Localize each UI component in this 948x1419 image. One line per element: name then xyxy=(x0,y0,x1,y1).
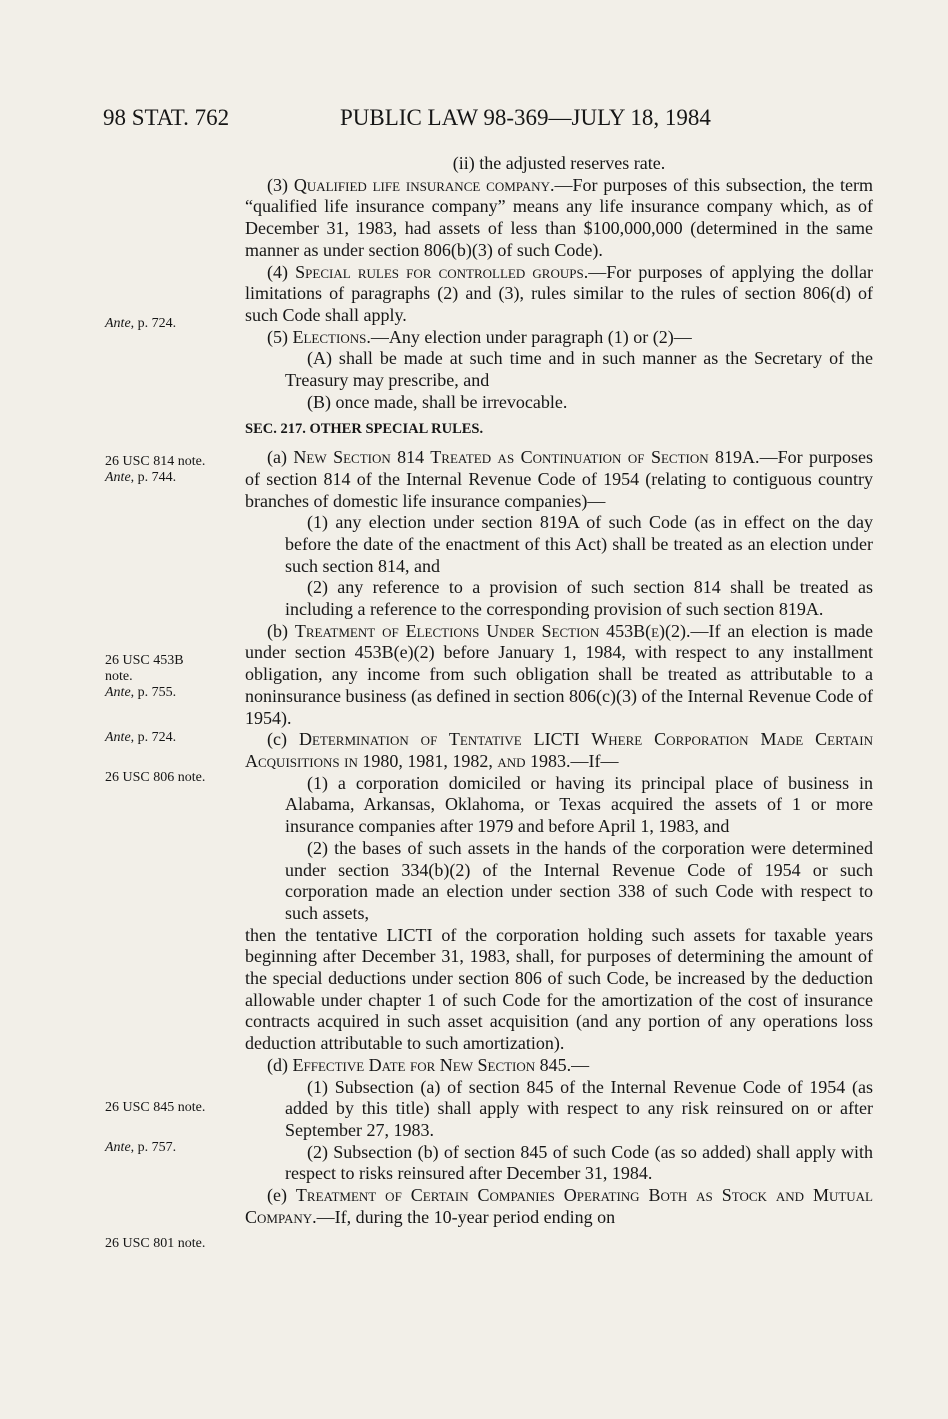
para-4 xyxy=(245,262,873,327)
margin-ref: 26 USC 845 note. xyxy=(105,1100,206,1115)
margin-ante-ref xyxy=(105,470,235,486)
margin-page: , p. 757. xyxy=(130,1140,177,1155)
para-heading: Determination of Tentative LICTI Where Corporation Made Certain Acquisitions in 1980, 1981, 1982, and 1983. xyxy=(245,729,874,771)
margin-note-ante-757 xyxy=(105,1140,235,1156)
margin-note-806 xyxy=(105,770,235,786)
para-num: (b) xyxy=(267,620,295,641)
para-text: —If, during the 10-year period ending on xyxy=(316,1206,616,1227)
margin-page: , p. 755. xyxy=(130,685,177,700)
margin-page: , p. 724. xyxy=(130,316,177,331)
para-a1: (1) any election under section 819A of such Code (as in effect on the day before the date of the enactment of this Act) shall be treated as an election under such section 814, and xyxy=(285,512,873,576)
margin-note-845 xyxy=(105,1100,235,1116)
para-5b: (B) once made, shall be irrevocable. xyxy=(307,391,568,412)
para-d xyxy=(245,1055,873,1077)
para-num: (4) xyxy=(267,261,296,282)
para-e xyxy=(245,1185,873,1228)
para-3 xyxy=(245,175,873,262)
para-text: —For purposes of this subsection, the term “qualified life insurance company” means any life insurance company which, as of December 31, 1983, had assets of less than $100,000,000 (determined in the same manner as under section 806(b)(3) of such Code). xyxy=(245,174,873,260)
para-heading: Elections. xyxy=(292,326,371,347)
para-a xyxy=(245,447,873,512)
para-c1: (1) a corporation domiciled or having its principal place of business in Alabama, Arkansas, Oklahoma, or Texas acquired the assets of 1 or more insurance companies after 1979 and before April 1, 1983, and xyxy=(285,772,873,837)
para-num: (5) xyxy=(267,326,293,347)
para-d1: (1) Subsection (a) of section 845 of the Internal Revenue Code of 1954 (as added by this title) shall apply with respect to any risk reinsured on or after September 27, 1983. xyxy=(285,1076,873,1140)
body-text xyxy=(245,153,873,1228)
margin-ante: Ante xyxy=(105,730,131,745)
para-text: —For purposes of section 814 of the Internal Revenue Code of 1954 (relating to contiguous country branches of domestic life insurance companies)— xyxy=(245,447,874,511)
para-5a: (A) shall be made at such time and in such manner as the Secretary of the Treasury may prescribe, and xyxy=(285,348,873,391)
para-5 xyxy=(245,327,873,349)
margin-page: , p. 744. xyxy=(130,470,177,485)
margin-ante: Ante xyxy=(105,316,131,331)
para-heading: Qualified life insurance company. xyxy=(293,174,555,195)
para-c xyxy=(245,729,873,772)
stat-page-number: 98 STAT. 762 xyxy=(103,105,230,130)
margin-ref: 26 USC 453B xyxy=(105,653,184,668)
para-heading: New Section 814 Treated as Continuation of Section 819A. xyxy=(293,447,760,468)
margin-ante: Ante xyxy=(105,470,131,485)
para-heading: Special rules for controlled groups. xyxy=(295,261,589,282)
para-text: —If an election is made under section 453B(e)(2) before January 1, 1984, with respect to any installment obligation, any income from such obligation shall be treated as attributable to a noninsurance business (as defined in section 806(c)(3) of the Internal Revenue Code of 1954). xyxy=(245,620,873,728)
para-text: —If— xyxy=(570,750,619,771)
para-d2: (2) Subsection (b) of section 845 of such Code (as so added) shall apply with respect to risks reinsured after December 31, 1984. xyxy=(285,1141,873,1184)
margin-ante: Ante xyxy=(105,1140,131,1155)
para-text: — xyxy=(571,1054,590,1075)
margin-ref: 26 USC 801 note. xyxy=(105,1236,206,1251)
margin-note-ante-724-b xyxy=(105,730,235,746)
margin-ref: 26 USC 806 note. xyxy=(105,770,206,785)
para-heading: Effective Date for New Section 845. xyxy=(292,1054,572,1075)
margin-note-801 xyxy=(105,1236,235,1252)
para-heading: Treatment of Certain Companies Operating Both as Stock and Mutual Company. xyxy=(245,1185,873,1227)
margin-ref-note: note. xyxy=(105,669,133,684)
para-a2: (2) any reference to a provision of such section 814 shall be treated as including a reference to the corresponding provision of such section 819A. xyxy=(285,577,873,620)
margin-note-814 xyxy=(105,454,235,486)
margin-note-ante-724 xyxy=(105,316,235,332)
para-b xyxy=(245,621,873,730)
para-heading: Treatment of Elections Under Section 453B(e)(2). xyxy=(294,620,691,641)
margin-ante-ref xyxy=(105,685,235,701)
para-num: (c) xyxy=(267,729,299,750)
para-c2: (2) the bases of such assets in the hands of the corporation were determined under section 334(b)(2) of the Internal Revenue Code of 1954 or such corporation made an election under section 338 of such Code with respect to such assets, xyxy=(285,837,873,923)
margin-note-453b xyxy=(105,653,235,701)
page-header xyxy=(0,105,948,139)
margin-page: , p. 724. xyxy=(130,730,177,745)
margin-ref: 26 USC 814 note. xyxy=(105,454,206,469)
para-num: (e) xyxy=(267,1185,296,1206)
law-title: PUBLIC LAW 98-369—JULY 18, 1984 xyxy=(340,105,711,130)
para-ii: (ii) the adjusted reserves rate. xyxy=(452,153,666,173)
margin-ante: Ante xyxy=(105,685,131,700)
para-text: —For purposes of applying the dollar limitations of paragraphs (2) and (3), rules similar to the rules of section 806(d) of such Code shall apply. xyxy=(245,261,873,325)
para-num: (d) xyxy=(267,1054,293,1075)
para-num: (3) xyxy=(267,174,294,195)
para-text: —Any election under paragraph (1) or (2)— xyxy=(370,326,692,347)
para-c-then: then the tentative LICTI of the corporation holding such assets for taxable years beginning after December 31, 1983, shall, for purposes of determining the amount of the special deductions under section 806 of such Code, be increased by the deduction allowable under chapter 1 of such Code for the amortization of the cost of insurance contracts acquired in such asset acquisition (and any portion of any operations loss deduction attributable to such amortization). xyxy=(245,924,873,1054)
section-heading: SEC. 217. OTHER SPECIAL RULES. xyxy=(245,421,484,438)
para-num: (a) xyxy=(267,447,294,468)
